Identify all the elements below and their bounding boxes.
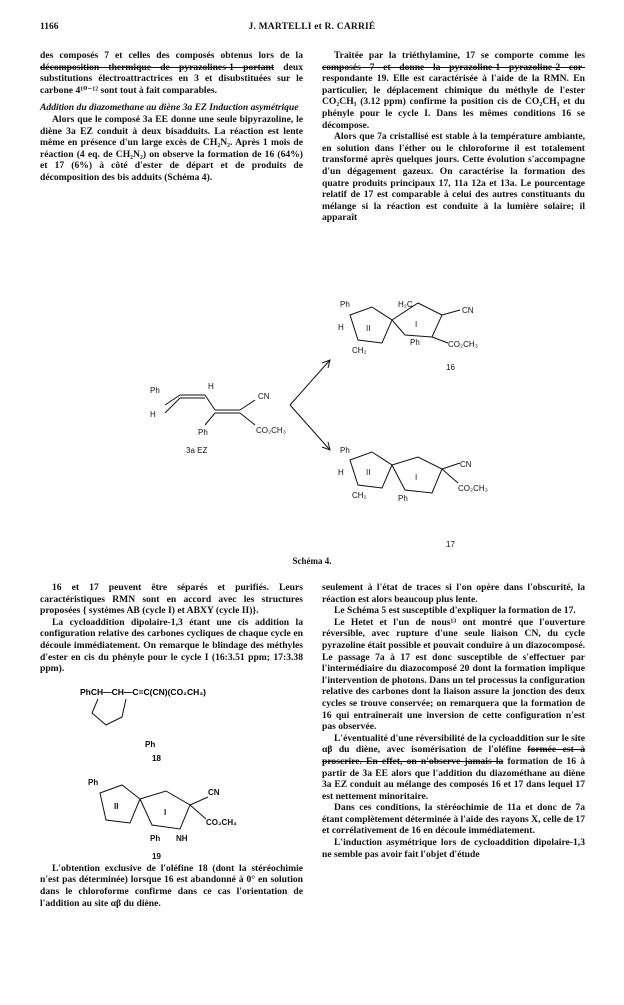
phenyl-label: Ph bbox=[198, 428, 208, 437]
ester-label: CO₂CH₃ bbox=[458, 484, 488, 493]
paragraph: seulement à l'état de traces si l'on opère dans l'obscurité, la réaction est alors beaucoup plus lente. bbox=[322, 582, 585, 605]
text-span: des composés 7 et celles des composés obtenus lors de la bbox=[40, 50, 303, 61]
text-span: L'éventualité d'une réversibilité de la cycloaddition sur le site αβ du diène, avec isomérisation de l'oléfine bbox=[322, 732, 585, 756]
compound-19-structure bbox=[40, 763, 303, 863]
ring-label: II bbox=[366, 324, 371, 333]
h2c-label: H₂C bbox=[398, 300, 413, 309]
compound-16-label: 16 bbox=[446, 363, 455, 372]
cn-label: CN bbox=[208, 787, 220, 797]
text-span: formation de 16 à partir de 3a EE alors que l'addition du diazométhane au diène 3a EZ conduit au mélange des composés 16 et 17 dans lequel 17 est nettement minoritaire. bbox=[322, 755, 585, 802]
phenyl-label: Ph bbox=[150, 833, 161, 843]
text-span: deux substitutions électroattractrices en 3 et disubstituées sur le carbone 4¹⁰⁻¹² sont tout à fait comparables. bbox=[40, 61, 303, 96]
struck-text: composés 7 et donne la pyrazoline-1 pyrazoline-2 cor- bbox=[322, 61, 585, 73]
phenyl-label: Ph bbox=[145, 739, 156, 749]
h-label: H bbox=[338, 323, 344, 332]
h-label: H bbox=[208, 382, 214, 391]
paragraph: Alors que le composé 3a EE donne une seule bipyrazoline, le diène 3a EZ conduit à deux bisadduits. La réaction est lente même en présence d'un large excès de CH₂N₂. Après 1 mois de réaction (4 eq. de CH₂N₂) on observe la formation de 16 (64%) et 17 (6%) à côté d'ester de départ et de produits de décomposition des bis adduits (Schéma 4). bbox=[40, 113, 303, 183]
phenyl-label: Ph bbox=[88, 777, 99, 787]
compound-18-structure bbox=[40, 681, 303, 763]
ch2-label: CH₂ bbox=[352, 491, 367, 500]
bottom-left-column bbox=[40, 582, 303, 909]
compound-19-label: 19 bbox=[152, 851, 161, 861]
scheme-caption: Schéma 4. bbox=[292, 556, 332, 566]
paragraph: Alors que 7a cristallisé est stable à la température ambiante, en solution dans l'éther ou le chloroforme il est totalement transformé après quelques jours. Cette évolution s'accompagne d'un dégagement gazeux. On caractérise la formation des quatre produits principaux 17, 11a 12a et 13a. Le pourcentage relatif de 17 est comparable à celui des autres constituants du mélange si la réaction est conduite à la lumière solaire; il apparaît bbox=[322, 131, 585, 224]
phenyl-label: Ph bbox=[398, 494, 408, 503]
ring-label: I bbox=[415, 473, 418, 482]
cn-label: CN bbox=[460, 460, 472, 469]
paragraph bbox=[322, 733, 585, 803]
paragraph: L'obtention exclusive de l'oléfine 18 (dont la stéréochimie n'est pas déterminée) lorsque 16 est abandonné à 0° en solution dans le chloroforme confirme dans ce cas l'orientation de l'addition au site αβ du diène. bbox=[40, 862, 303, 909]
top-right-column bbox=[322, 50, 585, 224]
ring-label: II bbox=[366, 468, 371, 477]
ring-label: I bbox=[415, 320, 418, 329]
h-label: H bbox=[338, 468, 344, 477]
cn-label: CN bbox=[462, 306, 474, 315]
compound-18-formula: PhCH—CH—C=C(CN)(CO₂CH₃) bbox=[80, 686, 206, 697]
paragraph: Le Hetet et l'un de nous¹³ ont montré que l'ouverture réversible, avec rupture d'une seule liaison CN, du cycle pyrazoline était possible et pouvait conduire à un diazocomposé. Le passage 7a à 17 est donc susceptible de s'effectuer par l'intermédiaire du diazocomposé 20 dont la formation implique l'intervention de photons. Dans un tel processus la configuration relative des carbones dont la liaison assure la jonction des deux cycles se trouve conservée; on remarquera que la formation de 16 qui entraînerait une inversion de cette configuration n'est pas observée. bbox=[322, 616, 585, 733]
bottom-right-column bbox=[322, 582, 585, 860]
paragraph bbox=[322, 50, 585, 131]
struck-text: formée est à proscrire. En effet, on n'observe jamais la bbox=[322, 744, 586, 767]
section-title: Addition du diazomethane au diène 3a EZ Induction asymétrique bbox=[40, 102, 299, 114]
page-number: 1166 bbox=[40, 22, 59, 32]
paragraph: Dans ces conditions, la stéréochimie de 11a et donc de 7a étant complètement déterminée à l'aide des rayons X, celle de 17 et corrélativement de 16 en découle immédiatement. bbox=[322, 802, 585, 837]
compound-18-label: 18 bbox=[152, 753, 161, 763]
nh-label: NH bbox=[176, 833, 188, 843]
phenyl-label: Ph bbox=[150, 386, 160, 395]
phenyl-label: Ph bbox=[410, 338, 420, 347]
scheme-4-figure bbox=[0, 285, 624, 555]
page-header bbox=[40, 22, 584, 36]
top-left-column bbox=[40, 50, 303, 184]
paragraph: 16 et 17 peuvent être séparés et purifiés. Leurs caractéristiques RMN sont en accord avec les structures proposées { systèmes AB (cycle I) et ABXY (cycle II)}. bbox=[40, 582, 303, 617]
ester-label: CO₂CH₃ bbox=[206, 817, 237, 827]
h-label: H bbox=[150, 410, 156, 419]
ring-label: I bbox=[164, 807, 167, 817]
paragraph: Le Schéma 5 est susceptible d'expliquer la formation de 17. bbox=[334, 605, 576, 617]
diene-compound-label: 3a EZ bbox=[186, 446, 208, 455]
ch2-label: CH₂ bbox=[352, 346, 367, 355]
text-span: respondante 19. Elle est caractérisée à l'aide de la RMN. En particulier, le déplacement chimique du méthyle de l'ester CO₂CH₃ (3.12 ppm) confirme la position cis de CO₂CH₃ et du phényle pour le cycle I. Dans les mêmes conditions 16 se décompose. bbox=[322, 73, 585, 131]
ester-label: CO₂CH₃ bbox=[448, 340, 478, 349]
text-span: Traitée par la triéthylamine, 17 se comporte comme les bbox=[334, 50, 585, 61]
compound-17-label: 17 bbox=[446, 540, 455, 549]
paragraph bbox=[40, 50, 303, 96]
struck-text: décomposition thermique de pyrazolines-1 portant bbox=[40, 61, 275, 73]
phenyl-label: Ph bbox=[340, 446, 350, 455]
ring-label: II bbox=[114, 801, 119, 811]
cn-label: CN bbox=[258, 392, 270, 401]
paragraph: L'induction asymétrique lors de cycloaddition dipolaire-1,3 ne semble pas avoir fait l'objet d'étude bbox=[322, 837, 585, 860]
paragraph: La cycloaddition dipolaire-1,3 étant une cis addition la configuration relative des carbones cycliques de chaque cycle en découle immédiatement. On remarque le blindage des méthyles d'ester en cis du phényle pour le cycle I (16:3.51 ppm; 17:3.38 ppm). bbox=[40, 616, 303, 675]
ester-label: CO₂CH₃ bbox=[256, 426, 286, 435]
phenyl-label: Ph bbox=[340, 300, 350, 309]
running-authors: J. MARTELLI et R. CARRIÉ bbox=[248, 22, 376, 32]
